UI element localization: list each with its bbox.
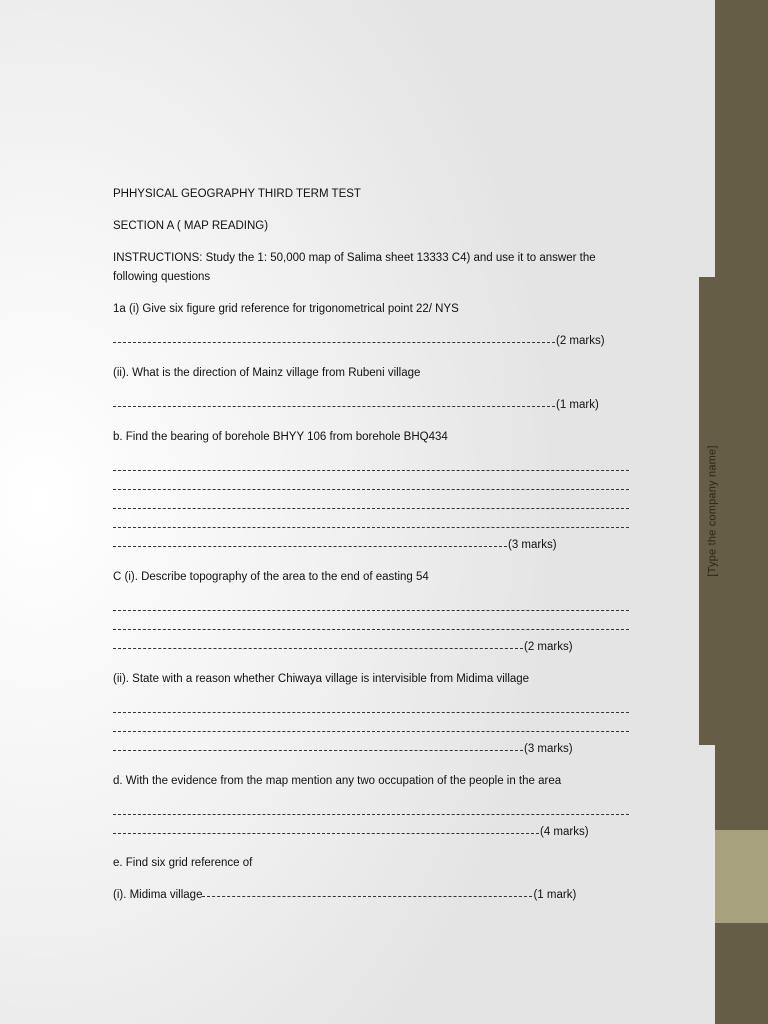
dashed-rule (113, 489, 629, 490)
question-1b: b. Find the bearing of borehole BHYY 106 from borehole BHQ434 (113, 431, 448, 443)
answer-line-1d-final (113, 824, 589, 840)
marks-label: (1 mark) (533, 889, 577, 901)
sidebar-accent-block (715, 830, 768, 923)
dashed-rule (113, 342, 555, 343)
question-1a-i: 1a (i) Give six figure grid reference for trigonometrical point 22/ NYS (113, 303, 459, 315)
dashed-rule (113, 610, 629, 611)
marks-label: (3 marks) (524, 743, 573, 755)
answer-line (113, 499, 629, 515)
company-name-text: [Type the company name] (707, 445, 720, 577)
answer-line (113, 461, 629, 477)
answer-line-1c-ii-final (113, 741, 573, 757)
marks-label: (1 mark) (556, 399, 599, 411)
answer-line (113, 722, 629, 738)
dashed-rule (113, 527, 629, 528)
answer-line-1a-i (113, 333, 605, 349)
dashed-rule (113, 833, 539, 834)
document-title: PHHYSICAL GEOGRAPHY THIRD TERM TEST (113, 188, 361, 200)
dashed-rule (113, 731, 629, 732)
company-name-placeholder[interactable] (704, 440, 722, 582)
dashed-rule (113, 629, 629, 630)
marks-label: (4 marks) (540, 826, 589, 838)
section-heading: SECTION A ( MAP READING) (113, 220, 269, 232)
marks-label: (2 marks) (524, 641, 573, 653)
answer-line-1b-final (113, 537, 557, 553)
dashed-rule (113, 814, 629, 815)
question-1e: e. Find six grid reference of (113, 857, 253, 869)
instructions-line-1: INSTRUCTIONS: Study the 1: 50,000 map of Salima sheet 13333 C4) and use it to answer the (113, 252, 596, 264)
marks-label: (2 marks) (556, 335, 605, 347)
answer-line (113, 518, 629, 534)
marks-label: (3 marks) (508, 539, 557, 551)
answer-line (113, 620, 629, 636)
answer-line (113, 703, 629, 719)
answer-line-1e-i (113, 887, 576, 903)
question-1d: d. With the evidence from the map mention any two occupation of the people in the area (113, 775, 562, 787)
dashed-rule (113, 648, 523, 649)
answer-line-1a-ii (113, 397, 599, 413)
question-1a-ii: (ii). What is the direction of Mainz village from Rubeni village (113, 367, 421, 379)
instructions-line-2: following questions (113, 271, 211, 283)
dashed-rule (113, 546, 507, 547)
dashed-rule (202, 896, 532, 897)
dashed-rule (113, 750, 523, 751)
dashed-rule (113, 508, 629, 509)
question-1e-i: (i). Midima village (113, 889, 203, 901)
dashed-rule (113, 406, 555, 407)
dashed-rule (113, 712, 629, 713)
answer-line (113, 480, 629, 496)
dashed-rule (113, 470, 629, 471)
question-1c-i: C (i). Describe topography of the area to the end of easting 54 (113, 571, 429, 583)
answer-line-1c-i-final (113, 639, 573, 655)
answer-line (113, 601, 629, 617)
answer-line (113, 805, 629, 821)
question-1c-ii: (ii). State with a reason whether Chiwaya village is intervisible from Midima village (113, 673, 530, 685)
